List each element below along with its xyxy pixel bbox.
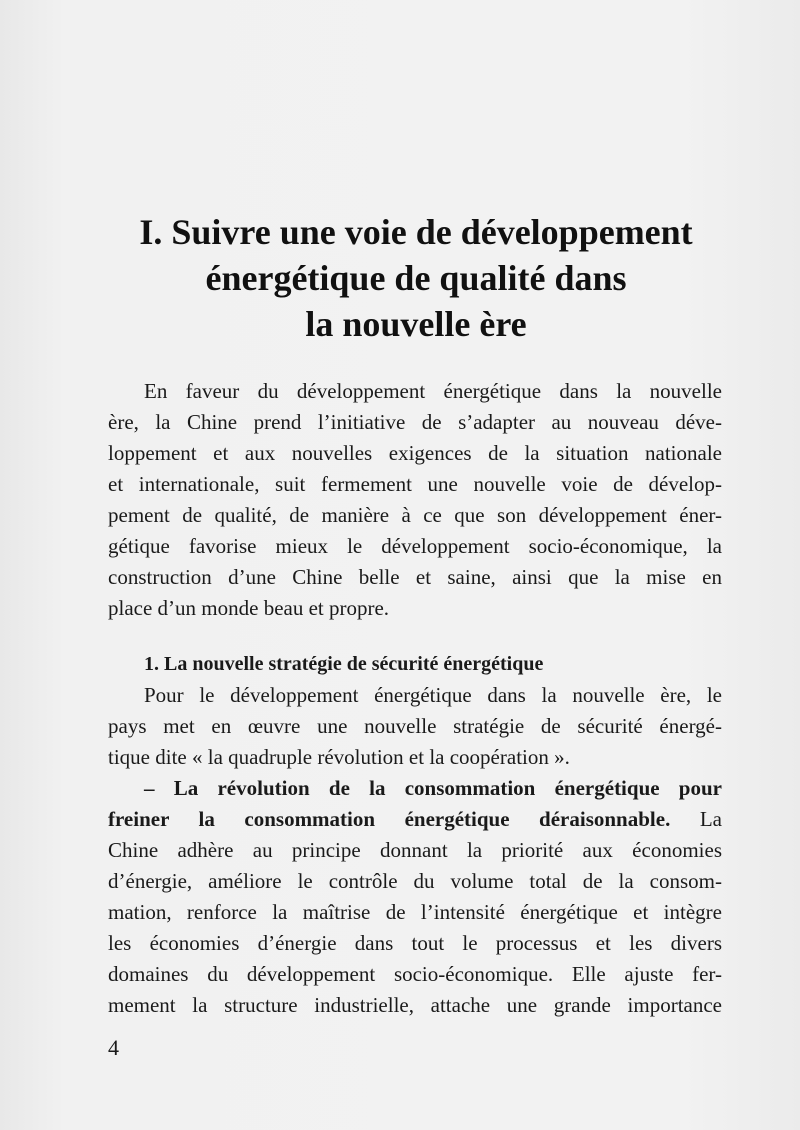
paragraph-line: d’énergie, améliore le contrôle du volume total de la consom-	[108, 869, 722, 893]
bold-lead-line-2	[108, 804, 722, 835]
paragraph-line: mement la structure industrielle, attache une grande importance	[108, 993, 722, 1017]
paragraph-line: Chine adhère au principe donnant la priorité aux économies	[108, 838, 722, 862]
paragraph-line: tique dite « la quadruple révolution et la coopération ».	[108, 745, 570, 769]
paragraph-line: domaines du développement socio-économique. Elle ajuste fer-	[108, 962, 722, 986]
paragraph-line: les économies d’énergie dans tout le processus et les divers	[108, 931, 722, 955]
bold-lead-text: freiner la consommation énergétique déraisonnable.	[108, 807, 671, 831]
page-number: 4	[108, 1035, 119, 1060]
paragraph-line: Pour le développement énergétique dans la nouvelle ère, le	[144, 683, 722, 707]
chapter-title	[96, 209, 736, 347]
paragraph-line: pays met en œuvre une nouvelle stratégie de sécurité énergé-	[108, 714, 722, 738]
intro-paragraph	[108, 376, 722, 624]
paragraph-line: construction d’une Chine belle et saine, ainsi que la mise en	[108, 565, 722, 589]
chapter-title-line-2: énergétique de qualité dans	[205, 258, 627, 298]
paragraph-line: ère, la Chine prend l’initiative de s’adapter au nouveau déve-	[108, 410, 722, 434]
paragraph-line: mation, renforce la maîtrise de l’intensité énergétique et intègre	[108, 900, 722, 924]
paragraph-line: gétique favorise mieux le développement socio-économique, la	[108, 534, 722, 558]
section-energy-security	[108, 649, 722, 1021]
paragraph-line: et internationale, suit fermement une nouvelle voie de dévelop-	[108, 472, 722, 496]
paragraph-line: En faveur du développement énergétique dans la nouvelle	[144, 379, 722, 403]
lead-tail-text: La	[670, 807, 722, 831]
section-heading: 1. La nouvelle stratégie de sécurité énergétique	[144, 653, 544, 675]
paragraph-line: pement de qualité, de manière à ce que son développement éner-	[108, 503, 722, 527]
paragraph-line: place d’un monde beau et propre.	[108, 596, 390, 620]
chapter-title-line-3: la nouvelle ère	[305, 304, 527, 344]
bold-lead-line: – La révolution de la consommation énergétique pour	[144, 776, 722, 800]
chapter-title-line-1: I. Suivre une voie de développement	[139, 212, 693, 252]
paragraph-line: loppement et aux nouvelles exigences de la situation nationale	[108, 441, 722, 465]
